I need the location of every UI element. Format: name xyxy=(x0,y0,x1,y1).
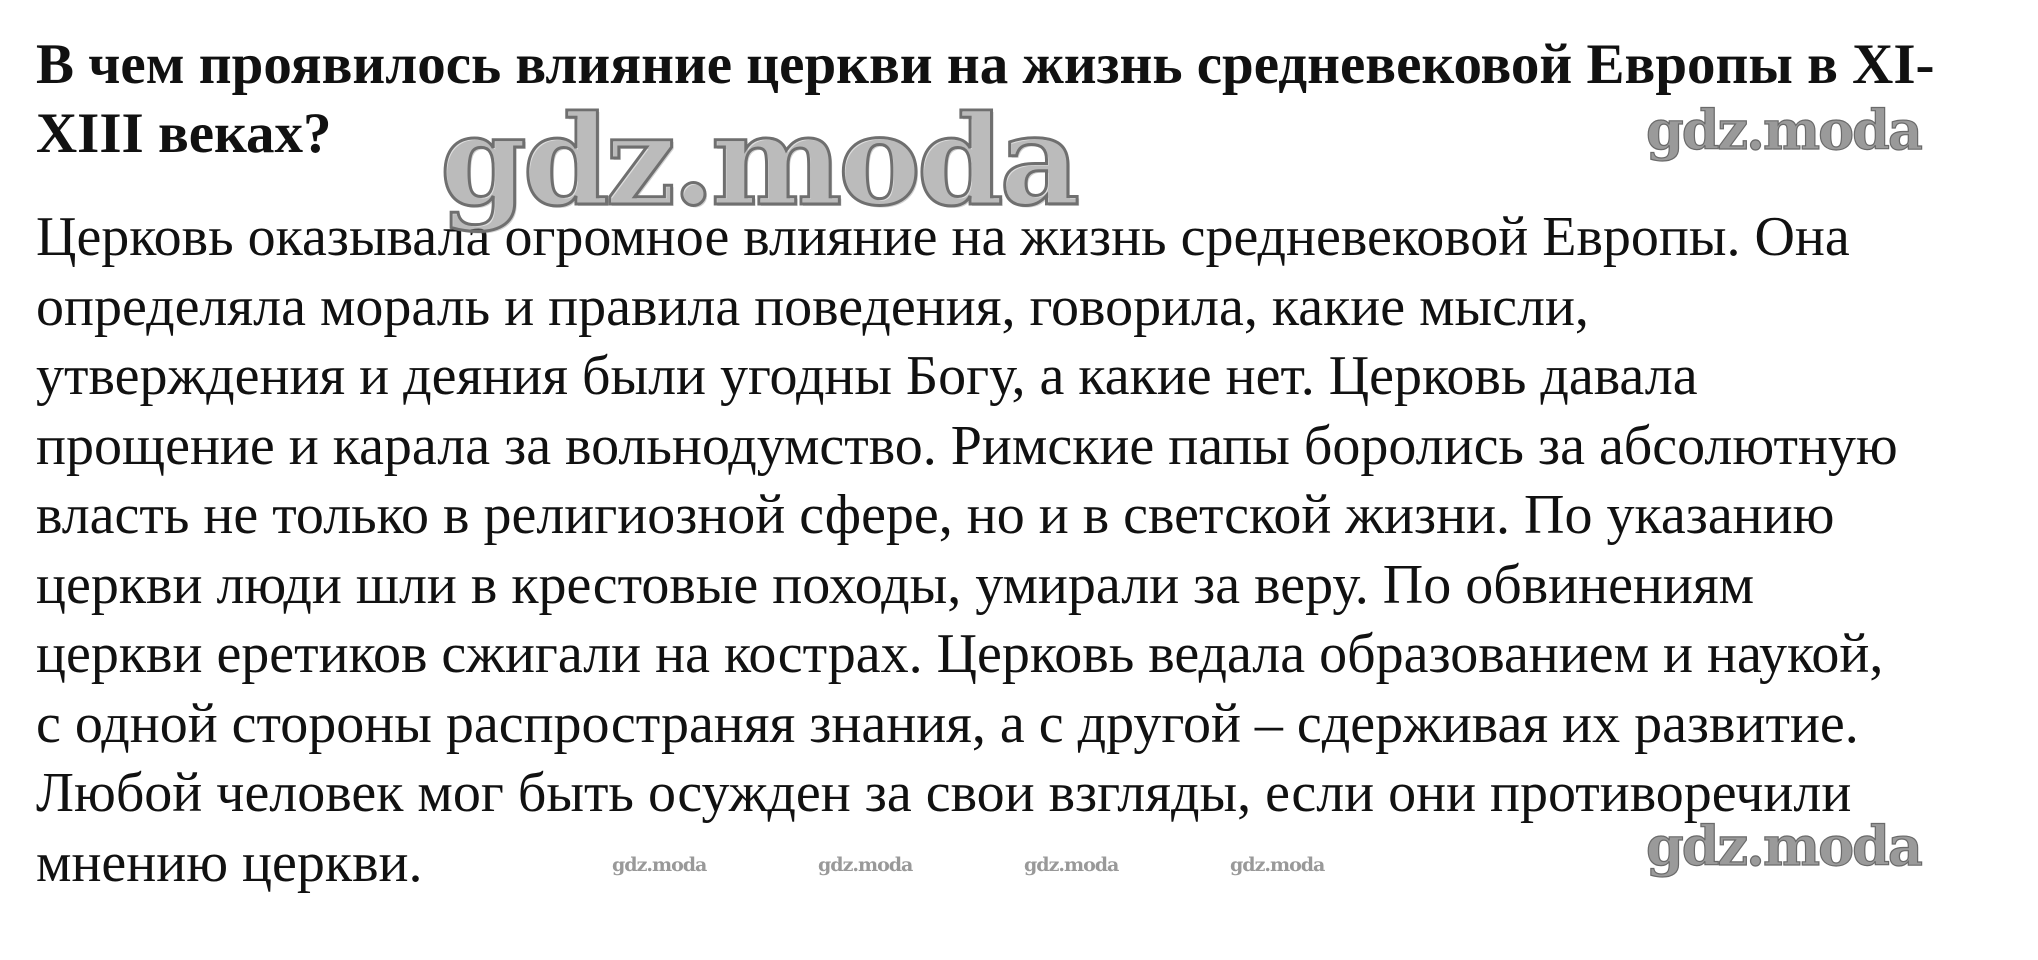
question-line-1: В чем проявилось влияние церкви на жизнь средневековой Европы в XI- xyxy=(36,33,1935,96)
answer-paragraph xyxy=(36,203,2026,898)
watermark-top-right: gdz.moda xyxy=(1646,98,1921,162)
question-heading xyxy=(36,30,1996,168)
answer-line: с одной стороны распространяя знания, а с другой – сдерживая их развитие. xyxy=(36,692,1859,755)
answer-line: прощение и карала за вольнодумство. Римские папы боролись за абсолютную xyxy=(36,414,1898,477)
answer-line: церкви люди шли в крестовые походы, умирали за веру. По обвинениям xyxy=(36,553,1755,616)
answer-line: мнению церкви. xyxy=(36,831,423,894)
answer-line: определяла мораль и правила поведения, говорила, какие мысли, xyxy=(36,275,1589,338)
answer-line: Любой человек мог быть осужден за свои взгляды, если они противоречили xyxy=(36,762,1852,824)
watermark-small: gdz.moda xyxy=(818,854,913,876)
watermark-small: gdz.moda xyxy=(612,854,707,876)
watermark-small: gdz.moda xyxy=(1024,854,1119,876)
answer-line: власть не только в религиозной сфере, но и в светской жизни. По указанию xyxy=(36,484,1835,546)
answer-line: Церковь оказывала огромное влияние на жизнь средневековой Европы. Она xyxy=(36,206,1850,268)
question-line-2: XIII веках? xyxy=(36,102,332,165)
watermark-large: gdz.moda xyxy=(440,89,1076,234)
answer-line: церкви еретиков сжигали на кострах. Церковь ведала образованием и наукой, xyxy=(36,623,1884,685)
watermark-bottom-right: gdz.moda xyxy=(1646,814,1921,878)
answer-line: утверждения и деяния были угодны Богу, а какие нет. Церковь давала xyxy=(36,345,1698,407)
watermark-small: gdz.moda xyxy=(1230,854,1325,876)
